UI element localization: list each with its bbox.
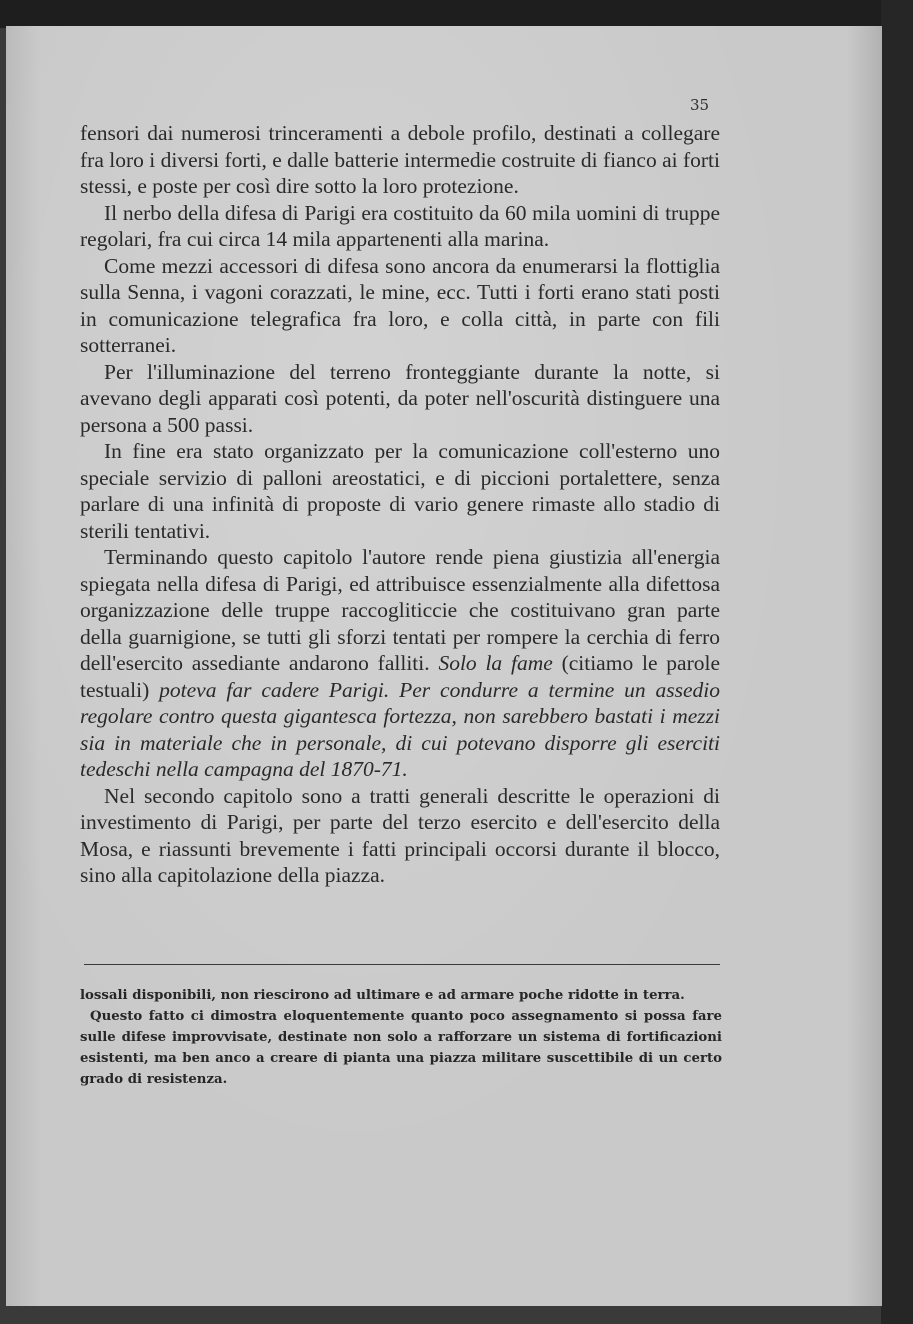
footnote-line-1: lossali disponibili, non riescirono ad ultimare e ad armare poche ridotte in terra. — [80, 988, 685, 1003]
page-number: 35 — [690, 96, 710, 114]
paragraph-5: In fine era stato organizzato per la comunicazione coll'esterno uno speciale servizio di palloni areostatici, e di piccioni portalettere, senza parlare di una infinità di proposte di vario genere rimaste allo stadio di sterili tentativi. — [80, 439, 720, 543]
scan-top-border — [0, 0, 913, 28]
body-text — [80, 120, 720, 889]
footnote-rule — [84, 964, 720, 965]
paragraph-3: Come mezzi accessori di difesa sono ancora da enumerarsi la flottiglia sulla Senna, i vagoni corazzati, le mine, ecc. Tutti i forti erano stati posti in comunicazione telegrafica fra loro, e colla città, in parte con fili sotterranei. — [80, 253, 720, 357]
paragraph-6-middle: (citiamo le parole testuali) — [80, 651, 721, 702]
footnote-line-2: Questo fatto ci dimostra eloquentemente quanto poco assegnamento si possa fare sulle difese improvvisate, destinate non solo a rafforzare un sistema di fortificazioni esistenti, ma ben anco a creare di pianta una piazza militare suscettibile di un certo grado di resistenza. — [80, 1009, 722, 1087]
scan-right-border — [881, 0, 913, 1324]
footnote — [80, 985, 722, 1090]
paragraph-6 — [80, 544, 720, 783]
paragraph-4: Per l'illuminazione del terreno fronteggiante durante la notte, si avevano degli apparati così potenti, da poter nell'oscurità distinguere una persona a 500 passi. — [80, 359, 720, 437]
quote-italic-2: poteva far cadere Parigi. Per condurre a termine un assedio regolare contro questa gigantesca fortezza, non sarebbero bastati i mezzi sia in materiale che in personale, di cui potevano disporre gli eserciti tedeschi nella campagna del 1870-71. — [80, 677, 720, 781]
paragraph-7: Nel secondo capitolo sono a tratti generali descritte le operazioni di investimento di Parigi, per parte del terzo esercito e dell'esercito della Mosa, e riassunti brevemente i fatti principali occorsi durante il blocco, sino alla capitolazione della piazza. — [80, 783, 720, 887]
quote-italic-1: Solo la fame — [438, 651, 553, 675]
paragraph-6-start: Terminando questo capitolo l'autore rende piena giustizia all'energia spiegata nella difesa di Parigi, ed attribuisce essenzialmente alla difettosa organizzazione delle truppe raccogliticcie che costituivano gran parte della guarnigione, se tutti gli sforzi tentati per rompere la cerchia di ferro dell'esercito assediante andarono falliti. — [80, 545, 720, 675]
paragraph-2: Il nerbo della difesa di Parigi era costituito da 60 mila uomini di truppe regolari, fra cui circa 14 mila appartenenti alla marina. — [80, 200, 720, 251]
paragraph-1: fensori dai numerosi trinceramenti a debole profilo, destinati a collegare fra loro i diversi forti, e dalle batterie intermedie costruite di fianco ai forti stessi, e poste per così dire sotto la loro protezione. — [80, 121, 720, 198]
